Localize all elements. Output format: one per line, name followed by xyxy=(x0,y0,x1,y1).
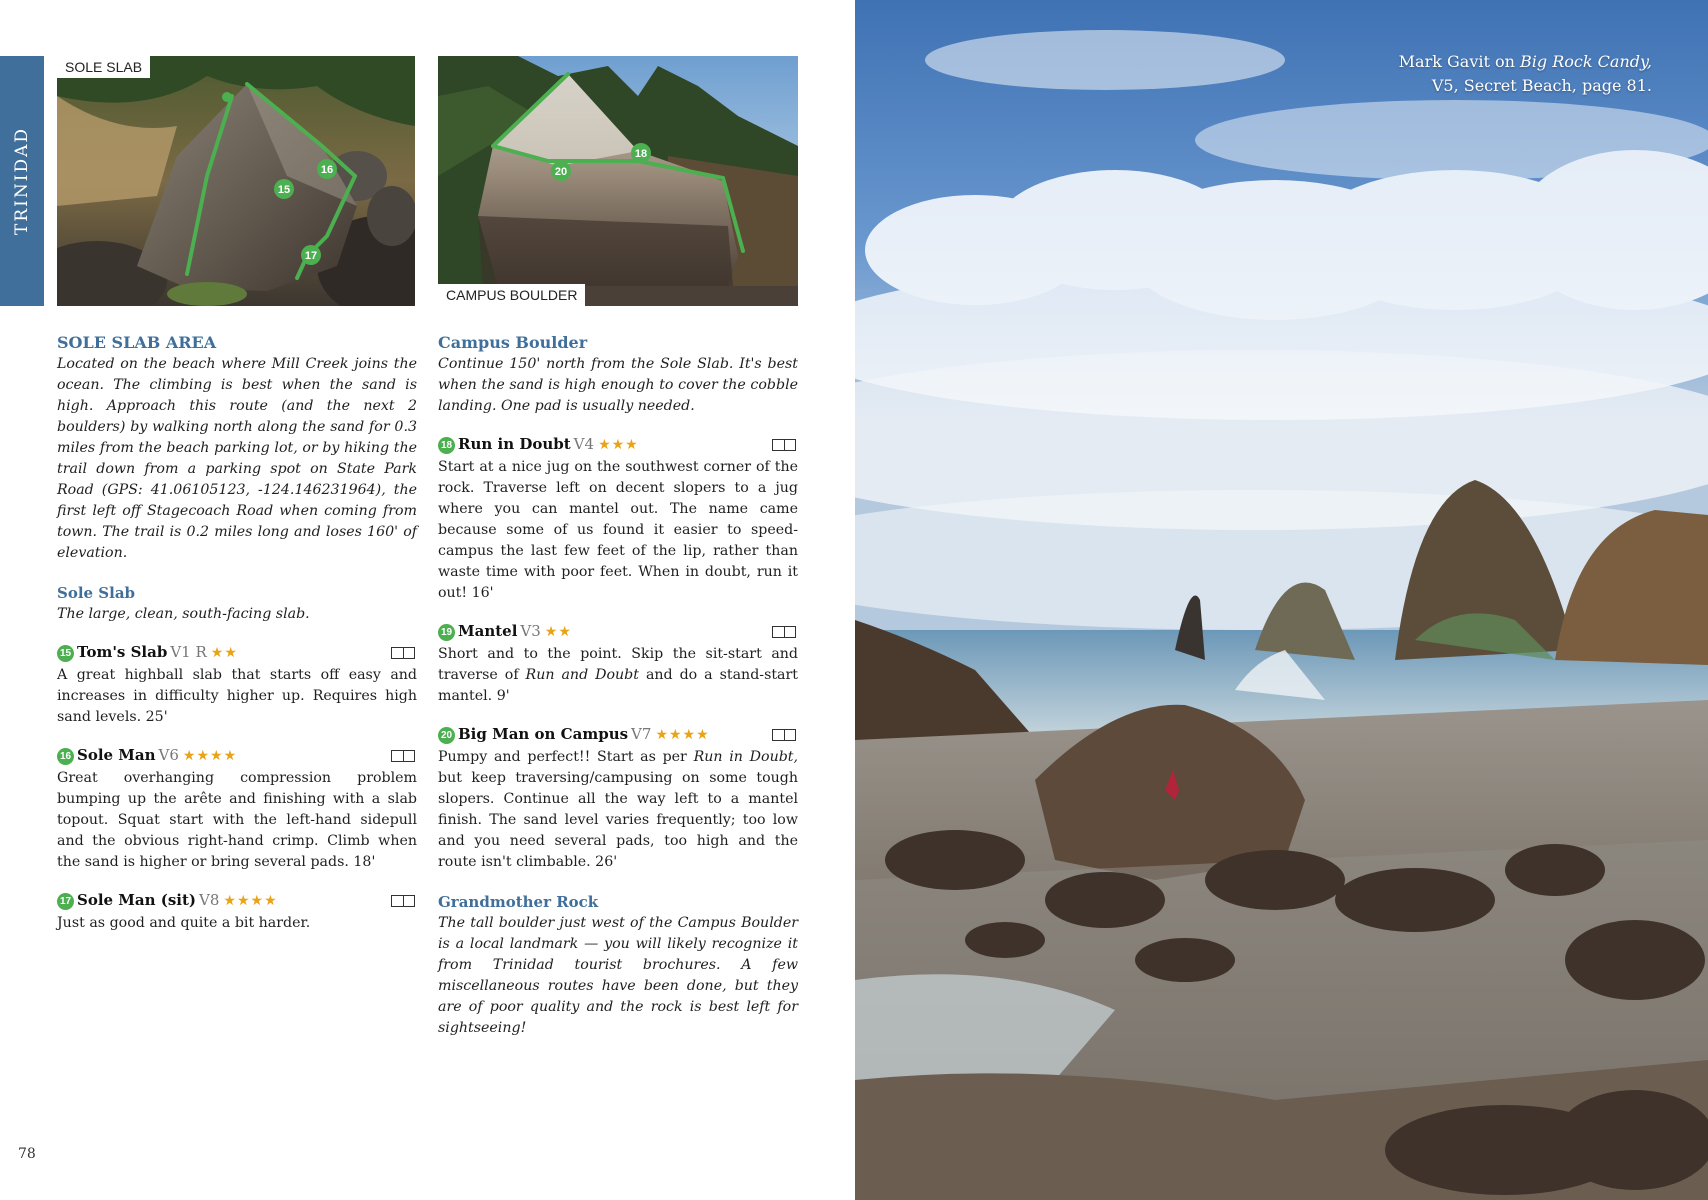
route-17-title xyxy=(57,891,417,913)
route-15-stars: ★★ xyxy=(210,645,238,661)
route-19 xyxy=(438,622,798,707)
route-marker-18-label: 18 xyxy=(634,148,648,160)
photo-caption xyxy=(1399,50,1652,98)
route-17-name: Sole Man (sit) xyxy=(77,891,197,909)
route-18-stars: ★★★ xyxy=(598,437,639,453)
route-17-tick-box-icon xyxy=(391,895,415,907)
route-20-description-part2: but keep traversing/campusing on some tough slopers. Continue all the way left to a mantel finish. The sand level varies frequently; too low and you need several pads, too high and the route isn't climbable. 26' xyxy=(438,770,798,870)
route-20-number: 20 xyxy=(438,727,455,744)
route-19-tick-box-icon xyxy=(772,626,796,638)
route-19-description xyxy=(438,644,798,707)
route-18-tick-box-icon xyxy=(772,439,796,451)
route-18-name: Run in Doubt xyxy=(458,435,571,453)
route-20-name: Big Man on Campus xyxy=(458,725,629,743)
route-15 xyxy=(57,643,417,728)
route-20-description xyxy=(438,747,798,873)
route-18-number: 18 xyxy=(438,437,455,454)
page-number: 78 xyxy=(18,1146,36,1162)
route-17-stars: ★★★★ xyxy=(223,893,278,909)
sole-slab-photo-label: SOLE SLAB xyxy=(57,56,150,78)
photo-caption-route: Big Rock Candy, xyxy=(1520,52,1652,71)
route-15-description: A great highball slab that starts off easy and increases in difficulty higher up. Requires high sand levels. 25' xyxy=(57,667,417,725)
coastal-boulder-photo xyxy=(855,0,1708,1200)
route-17-grade: V8 xyxy=(199,891,220,909)
route-19-description-part1: Short and to the point. Skip the sit-start and traverse of xyxy=(438,646,798,683)
route-19-description-part2: and do a stand-start mantel. 9' xyxy=(438,667,798,704)
route-15-tick-box-icon xyxy=(391,647,415,659)
route-19-title xyxy=(438,622,798,644)
route-20 xyxy=(438,725,798,873)
grandmother-rock-title: Grandmother Rock xyxy=(438,893,599,911)
route-18-title xyxy=(438,435,798,457)
route-16-title xyxy=(57,746,417,768)
route-16-grade: V6 xyxy=(158,746,179,764)
route-17 xyxy=(57,891,417,934)
route-18 xyxy=(438,435,798,604)
route-19-grade: V3 xyxy=(520,622,541,640)
grandmother-rock-description: The tall boulder just west of the Campus Boulder is a local landmark — you will likely recognize it from Trinidad tourist brochures. A few miscellaneous routes have been done, but they are of poor quality and the rock is best left for sightseeing! xyxy=(438,915,798,1036)
route-16-name: Sole Man xyxy=(77,746,156,764)
photo-caption-line2: V5, Secret Beach, page 81. xyxy=(1431,76,1652,95)
route-17-description: Just as good and quite a bit harder. xyxy=(57,915,311,931)
campus-boulder-photo xyxy=(438,56,798,306)
route-16-description: Great overhanging compression problem bumping up the arête and finishing with a slab topout. Squat start with the left-hand sidepull and the obvious right-hand crimp. Climb when the sand is higher or bring several pads. 18' xyxy=(57,770,417,870)
sole-slab-area-title: SOLE SLAB AREA xyxy=(57,333,217,352)
route-marker-16-label: 16 xyxy=(320,164,334,176)
column-left xyxy=(57,333,417,934)
campus-boulder-photo-label: CAMPUS BOULDER xyxy=(438,284,585,306)
campus-boulder-description: Continue 150' north from the Sole Slab. It's best when the sand is high enough to cover the cobble landing. One pad is usually needed. xyxy=(438,356,798,414)
route-marker-15-label: 15 xyxy=(277,184,291,196)
route-20-stars: ★★★★ xyxy=(655,727,710,743)
photo-caption-line1 xyxy=(1399,50,1652,74)
route-19-number: 19 xyxy=(438,624,455,641)
sole-slab-title: Sole Slab xyxy=(57,584,136,602)
route-20-tick-box-icon xyxy=(772,729,796,741)
section-tab-label: TRINIDAD xyxy=(12,127,32,235)
route-19-stars: ★★ xyxy=(544,624,572,640)
route-19-name: Mantel xyxy=(458,622,518,640)
route-19-description-emphasis: Run and Doubt xyxy=(525,667,639,683)
route-15-name: Tom's Slab xyxy=(77,643,168,661)
route-16 xyxy=(57,746,417,873)
photo-caption-climber: Mark Gavit on xyxy=(1398,52,1521,71)
route-marker-20-label: 20 xyxy=(554,166,568,178)
route-15-grade: V1 R xyxy=(170,643,207,661)
route-15-number: 15 xyxy=(57,645,74,662)
section-tab xyxy=(0,56,44,306)
route-18-grade: V4 xyxy=(573,435,595,453)
sole-slab-area-description: Located on the beach where Mill Creek joins the ocean. The climbing is best when the sand is high. Approach this route (and the next 2 boulders) by walking north along the sand for 0.3 miles from the beach parking lot, or by hiking the trail down from a parking spot on State Park Road (GPS: 41.06105123, -124.146231964), the first left off Stagecoach Road when coming from town. The trail is 0.2 miles long and loses 160' of elevation. xyxy=(57,356,417,561)
route-16-stars: ★★★★ xyxy=(182,748,238,764)
column-right xyxy=(438,333,798,1039)
route-16-number: 16 xyxy=(57,748,74,765)
campus-boulder-title: Campus Boulder xyxy=(438,333,588,352)
route-20-description-part1: Pumpy and perfect!! Start as per xyxy=(438,749,694,765)
route-20-title xyxy=(438,725,798,747)
sole-slab-photo xyxy=(57,56,415,306)
route-20-grade: V7 xyxy=(631,725,652,743)
route-marker-17-label: 17 xyxy=(304,250,318,262)
route-18-description: Start at a nice jug on the southwest corner of the rock. Traverse left on decent slopers to a jug where you can mantel out. The name came because some of us found it easier to speed-campus the last few feet of the lip, rather than waste time with poor feet. When in doubt, run it out! 16' xyxy=(438,459,798,601)
route-20-description-emphasis: Run in Doubt, xyxy=(693,749,799,765)
route-17-number: 17 xyxy=(57,893,74,910)
sole-slab-description: The large, clean, south-facing slab. xyxy=(57,606,310,622)
route-16-tick-box-icon xyxy=(391,750,415,762)
right-page-photo xyxy=(855,0,1708,1200)
route-15-title xyxy=(57,643,417,665)
